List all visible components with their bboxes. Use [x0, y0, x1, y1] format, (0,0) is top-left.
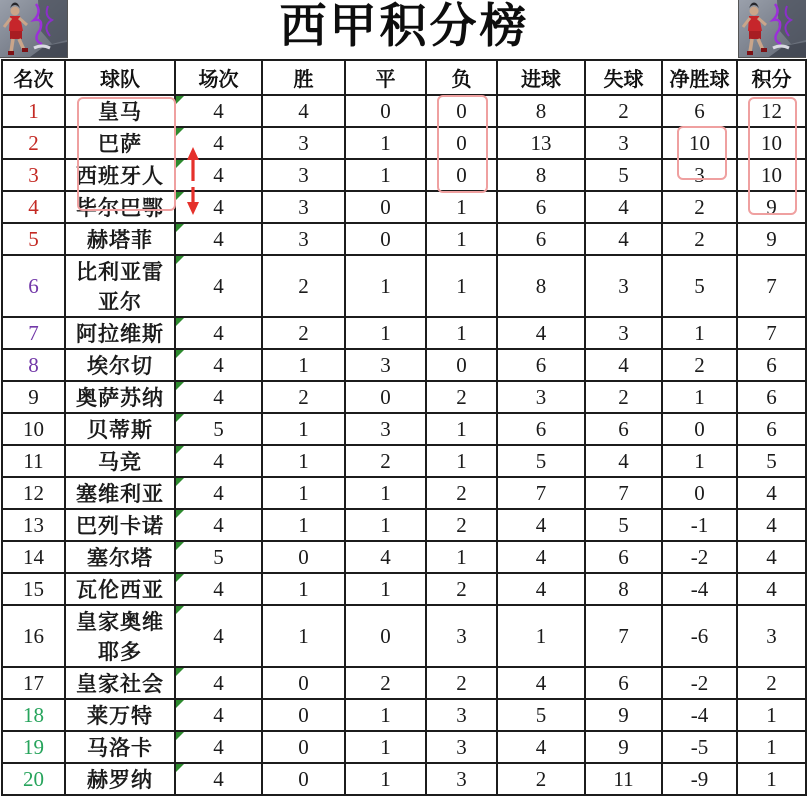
- cell-played: 4: [175, 573, 262, 605]
- cell-gd: -6: [662, 605, 737, 667]
- cell-ga: 11: [585, 763, 662, 795]
- cell-loss: 3: [426, 605, 497, 667]
- cell-draw: 1: [345, 573, 426, 605]
- cell-played: 4: [175, 699, 262, 731]
- cell-rank: 7: [2, 317, 65, 349]
- column-header-7: 失球: [585, 60, 662, 95]
- standings-table: [1, 59, 807, 796]
- cell-draw: 1: [345, 509, 426, 541]
- cell-team: 马竞: [65, 445, 175, 477]
- cell-win: 1: [262, 349, 345, 381]
- table-row: [2, 477, 806, 509]
- cell-gd: -1: [662, 509, 737, 541]
- cell-win: 1: [262, 477, 345, 509]
- cell-gd: 0: [662, 413, 737, 445]
- cell-loss: 1: [426, 317, 497, 349]
- cell-loss: 1: [426, 223, 497, 255]
- cell-win: 0: [262, 667, 345, 699]
- cell-ga: 3: [585, 127, 662, 159]
- cell-pts: 4: [737, 541, 806, 573]
- table-row: [2, 255, 806, 317]
- cell-pts: 6: [737, 349, 806, 381]
- cell-win: 3: [262, 223, 345, 255]
- cell-team: 埃尔切: [65, 349, 175, 381]
- cell-rank: 15: [2, 573, 65, 605]
- cell-gf: 4: [497, 317, 585, 349]
- cell-rank: 4: [2, 191, 65, 223]
- cell-played: 4: [175, 763, 262, 795]
- cell-gf: 13: [497, 127, 585, 159]
- cell-team: 皇家奥维耶多: [65, 605, 175, 667]
- table-row: [2, 159, 806, 191]
- cell-loss: 1: [426, 255, 497, 317]
- cell-gd: -4: [662, 699, 737, 731]
- cell-team: 塞维利亚: [65, 477, 175, 509]
- cell-pts: 6: [737, 381, 806, 413]
- cell-rank: 19: [2, 731, 65, 763]
- cell-played: 4: [175, 731, 262, 763]
- cell-loss: 3: [426, 763, 497, 795]
- cell-win: 2: [262, 317, 345, 349]
- table-row: [2, 95, 806, 127]
- cell-pts: 3: [737, 605, 806, 667]
- cell-ga: 2: [585, 95, 662, 127]
- cell-gf: 2: [497, 763, 585, 795]
- column-header-6: 进球: [497, 60, 585, 95]
- table-row: [2, 573, 806, 605]
- cell-team: 西班牙人: [65, 159, 175, 191]
- cell-draw: 0: [345, 381, 426, 413]
- cell-win: 3: [262, 191, 345, 223]
- cell-gd: 3: [662, 159, 737, 191]
- cell-played: 4: [175, 191, 262, 223]
- cell-played: 4: [175, 317, 262, 349]
- cell-gd: 2: [662, 223, 737, 255]
- cell-team: 贝蒂斯: [65, 413, 175, 445]
- cell-team: 赫罗纳: [65, 763, 175, 795]
- cell-draw: 2: [345, 667, 426, 699]
- cell-draw: 3: [345, 413, 426, 445]
- cell-win: 3: [262, 127, 345, 159]
- cell-ga: 9: [585, 731, 662, 763]
- cell-pts: 5: [737, 445, 806, 477]
- cell-win: 1: [262, 413, 345, 445]
- cell-team: 毕尔巴鄂: [65, 191, 175, 223]
- table-row: [2, 731, 806, 763]
- table-row: [2, 191, 806, 223]
- cell-pts: 1: [737, 731, 806, 763]
- cell-ga: 9: [585, 699, 662, 731]
- cell-rank: 13: [2, 509, 65, 541]
- cell-ga: 5: [585, 159, 662, 191]
- cell-win: 1: [262, 573, 345, 605]
- cell-loss: 0: [426, 349, 497, 381]
- cell-draw: 3: [345, 349, 426, 381]
- cell-win: 0: [262, 541, 345, 573]
- cell-ga: 3: [585, 255, 662, 317]
- cell-draw: 1: [345, 255, 426, 317]
- cell-pts: 7: [737, 317, 806, 349]
- cell-gf: 3: [497, 381, 585, 413]
- page-title: 西甲积分榜: [279, 1, 530, 53]
- basketball-photo-icon: [739, 0, 806, 57]
- cell-draw: 2: [345, 445, 426, 477]
- cell-gf: 5: [497, 699, 585, 731]
- standings-body: [2, 95, 806, 795]
- cell-team: 马洛卡: [65, 731, 175, 763]
- cell-ga: 7: [585, 605, 662, 667]
- cell-played: 4: [175, 445, 262, 477]
- cell-win: 4: [262, 95, 345, 127]
- cell-rank: 1: [2, 95, 65, 127]
- cell-played: 4: [175, 477, 262, 509]
- cell-rank: 10: [2, 413, 65, 445]
- cell-pts: 1: [737, 699, 806, 731]
- cell-draw: 0: [345, 605, 426, 667]
- cell-team: 赫塔菲: [65, 223, 175, 255]
- cell-team: 奥萨苏纳: [65, 381, 175, 413]
- cell-gd: 5: [662, 255, 737, 317]
- cell-pts: 1: [737, 763, 806, 795]
- table-row: [2, 667, 806, 699]
- cell-loss: 0: [426, 159, 497, 191]
- cell-rank: 6: [2, 255, 65, 317]
- table-row: [2, 413, 806, 445]
- cell-pts: 4: [737, 477, 806, 509]
- cell-played: 4: [175, 127, 262, 159]
- table-row: [2, 509, 806, 541]
- column-header-0: 名次: [2, 60, 65, 95]
- table-row: [2, 541, 806, 573]
- cell-loss: 2: [426, 667, 497, 699]
- cell-played: 4: [175, 255, 262, 317]
- cell-loss: 3: [426, 699, 497, 731]
- header-row: [2, 60, 806, 95]
- cell-gf: 5: [497, 445, 585, 477]
- cell-loss: 1: [426, 413, 497, 445]
- cell-ga: 3: [585, 317, 662, 349]
- column-header-2: 场次: [175, 60, 262, 95]
- cell-draw: 1: [345, 731, 426, 763]
- cell-loss: 3: [426, 731, 497, 763]
- table-row: [2, 445, 806, 477]
- cell-gf: 6: [497, 413, 585, 445]
- cell-pts: 7: [737, 255, 806, 317]
- cell-pts: 4: [737, 509, 806, 541]
- cell-team: 阿拉维斯: [65, 317, 175, 349]
- cell-played: 5: [175, 413, 262, 445]
- cell-played: 4: [175, 381, 262, 413]
- cell-gd: 10: [662, 127, 737, 159]
- cell-draw: 1: [345, 477, 426, 509]
- cell-pts: 4: [737, 573, 806, 605]
- table-row: [2, 317, 806, 349]
- cell-ga: 8: [585, 573, 662, 605]
- cell-ga: 2: [585, 381, 662, 413]
- cell-gf: 4: [497, 731, 585, 763]
- cell-gf: 6: [497, 191, 585, 223]
- table-row: [2, 699, 806, 731]
- cell-ga: 7: [585, 477, 662, 509]
- cell-played: 4: [175, 159, 262, 191]
- cell-gd: 2: [662, 349, 737, 381]
- cell-gf: 6: [497, 349, 585, 381]
- cell-win: 2: [262, 255, 345, 317]
- cell-draw: 1: [345, 159, 426, 191]
- cell-win: 1: [262, 509, 345, 541]
- cell-gd: -2: [662, 667, 737, 699]
- cell-gf: 8: [497, 95, 585, 127]
- cell-pts: 12: [737, 95, 806, 127]
- cell-loss: 2: [426, 509, 497, 541]
- cell-loss: 1: [426, 191, 497, 223]
- cell-gf: 4: [497, 509, 585, 541]
- corner-photo-right: [738, 0, 806, 58]
- cell-played: 4: [175, 223, 262, 255]
- cell-played: 4: [175, 605, 262, 667]
- cell-win: 0: [262, 763, 345, 795]
- cell-rank: 18: [2, 699, 65, 731]
- cell-rank: 14: [2, 541, 65, 573]
- cell-rank: 8: [2, 349, 65, 381]
- cell-win: 1: [262, 605, 345, 667]
- cell-gf: 4: [497, 573, 585, 605]
- cell-gd: 1: [662, 381, 737, 413]
- cell-ga: 4: [585, 349, 662, 381]
- cell-played: 4: [175, 667, 262, 699]
- cell-pts: 10: [737, 127, 806, 159]
- cell-played: 4: [175, 349, 262, 381]
- cell-loss: 1: [426, 541, 497, 573]
- cell-played: 4: [175, 509, 262, 541]
- cell-played: 5: [175, 541, 262, 573]
- cell-rank: 16: [2, 605, 65, 667]
- cell-ga: 6: [585, 667, 662, 699]
- column-header-5: 负: [426, 60, 497, 95]
- cell-gd: 1: [662, 445, 737, 477]
- cell-ga: 4: [585, 223, 662, 255]
- cell-gd: 6: [662, 95, 737, 127]
- table-row: [2, 605, 806, 667]
- cell-gd: 0: [662, 477, 737, 509]
- cell-win: 0: [262, 699, 345, 731]
- cell-gd: 2: [662, 191, 737, 223]
- cell-pts: 2: [737, 667, 806, 699]
- column-header-4: 平: [345, 60, 426, 95]
- cell-rank: 17: [2, 667, 65, 699]
- cell-gf: 8: [497, 255, 585, 317]
- cell-gd: -5: [662, 731, 737, 763]
- cell-ga: 4: [585, 191, 662, 223]
- cell-played: 4: [175, 95, 262, 127]
- column-header-3: 胜: [262, 60, 345, 95]
- cell-gd: 1: [662, 317, 737, 349]
- column-header-8: 净胜球: [662, 60, 737, 95]
- table-row: [2, 381, 806, 413]
- cell-draw: 1: [345, 763, 426, 795]
- cell-rank: 11: [2, 445, 65, 477]
- cell-team: 瓦伦西亚: [65, 573, 175, 605]
- cell-team: 塞尔塔: [65, 541, 175, 573]
- cell-loss: 2: [426, 381, 497, 413]
- cell-team: 巴列卡诺: [65, 509, 175, 541]
- cell-rank: 3: [2, 159, 65, 191]
- cell-gd: -2: [662, 541, 737, 573]
- cell-pts: 6: [737, 413, 806, 445]
- cell-pts: 9: [737, 223, 806, 255]
- cell-pts: 10: [737, 159, 806, 191]
- cell-loss: 0: [426, 95, 497, 127]
- cell-rank: 9: [2, 381, 65, 413]
- cell-draw: 0: [345, 95, 426, 127]
- cell-draw: 4: [345, 541, 426, 573]
- cell-team: 皇家社会: [65, 667, 175, 699]
- cell-team: 皇马: [65, 95, 175, 127]
- cell-team: 比利亚雷亚尔: [65, 255, 175, 317]
- cell-pts: 9: [737, 191, 806, 223]
- cell-draw: 1: [345, 699, 426, 731]
- cell-loss: 2: [426, 477, 497, 509]
- column-header-1: 球队: [65, 60, 175, 95]
- table-row: [2, 763, 806, 795]
- table-row: [2, 223, 806, 255]
- cell-gf: 4: [497, 541, 585, 573]
- cell-gf: 4: [497, 667, 585, 699]
- cell-draw: 1: [345, 317, 426, 349]
- cell-loss: 2: [426, 573, 497, 605]
- cell-loss: 0: [426, 127, 497, 159]
- cell-rank: 12: [2, 477, 65, 509]
- cell-ga: 4: [585, 445, 662, 477]
- cell-rank: 2: [2, 127, 65, 159]
- cell-draw: 0: [345, 191, 426, 223]
- cell-ga: 5: [585, 509, 662, 541]
- cell-win: 3: [262, 159, 345, 191]
- cell-ga: 6: [585, 541, 662, 573]
- table-row: [2, 349, 806, 381]
- cell-win: 1: [262, 445, 345, 477]
- cell-team: 莱万特: [65, 699, 175, 731]
- column-header-9: 积分: [737, 60, 806, 95]
- cell-rank: 5: [2, 223, 65, 255]
- cell-gf: 8: [497, 159, 585, 191]
- cell-gf: 7: [497, 477, 585, 509]
- cell-gf: 6: [497, 223, 585, 255]
- title-band: [0, 0, 809, 59]
- table-row: [2, 127, 806, 159]
- cell-gf: 1: [497, 605, 585, 667]
- cell-draw: 0: [345, 223, 426, 255]
- cell-gd: -9: [662, 763, 737, 795]
- cell-loss: 1: [426, 445, 497, 477]
- cell-gd: -4: [662, 573, 737, 605]
- cell-draw: 1: [345, 127, 426, 159]
- cell-win: 2: [262, 381, 345, 413]
- cell-rank: 20: [2, 763, 65, 795]
- cell-team: 巴萨: [65, 127, 175, 159]
- cell-ga: 6: [585, 413, 662, 445]
- cell-win: 0: [262, 731, 345, 763]
